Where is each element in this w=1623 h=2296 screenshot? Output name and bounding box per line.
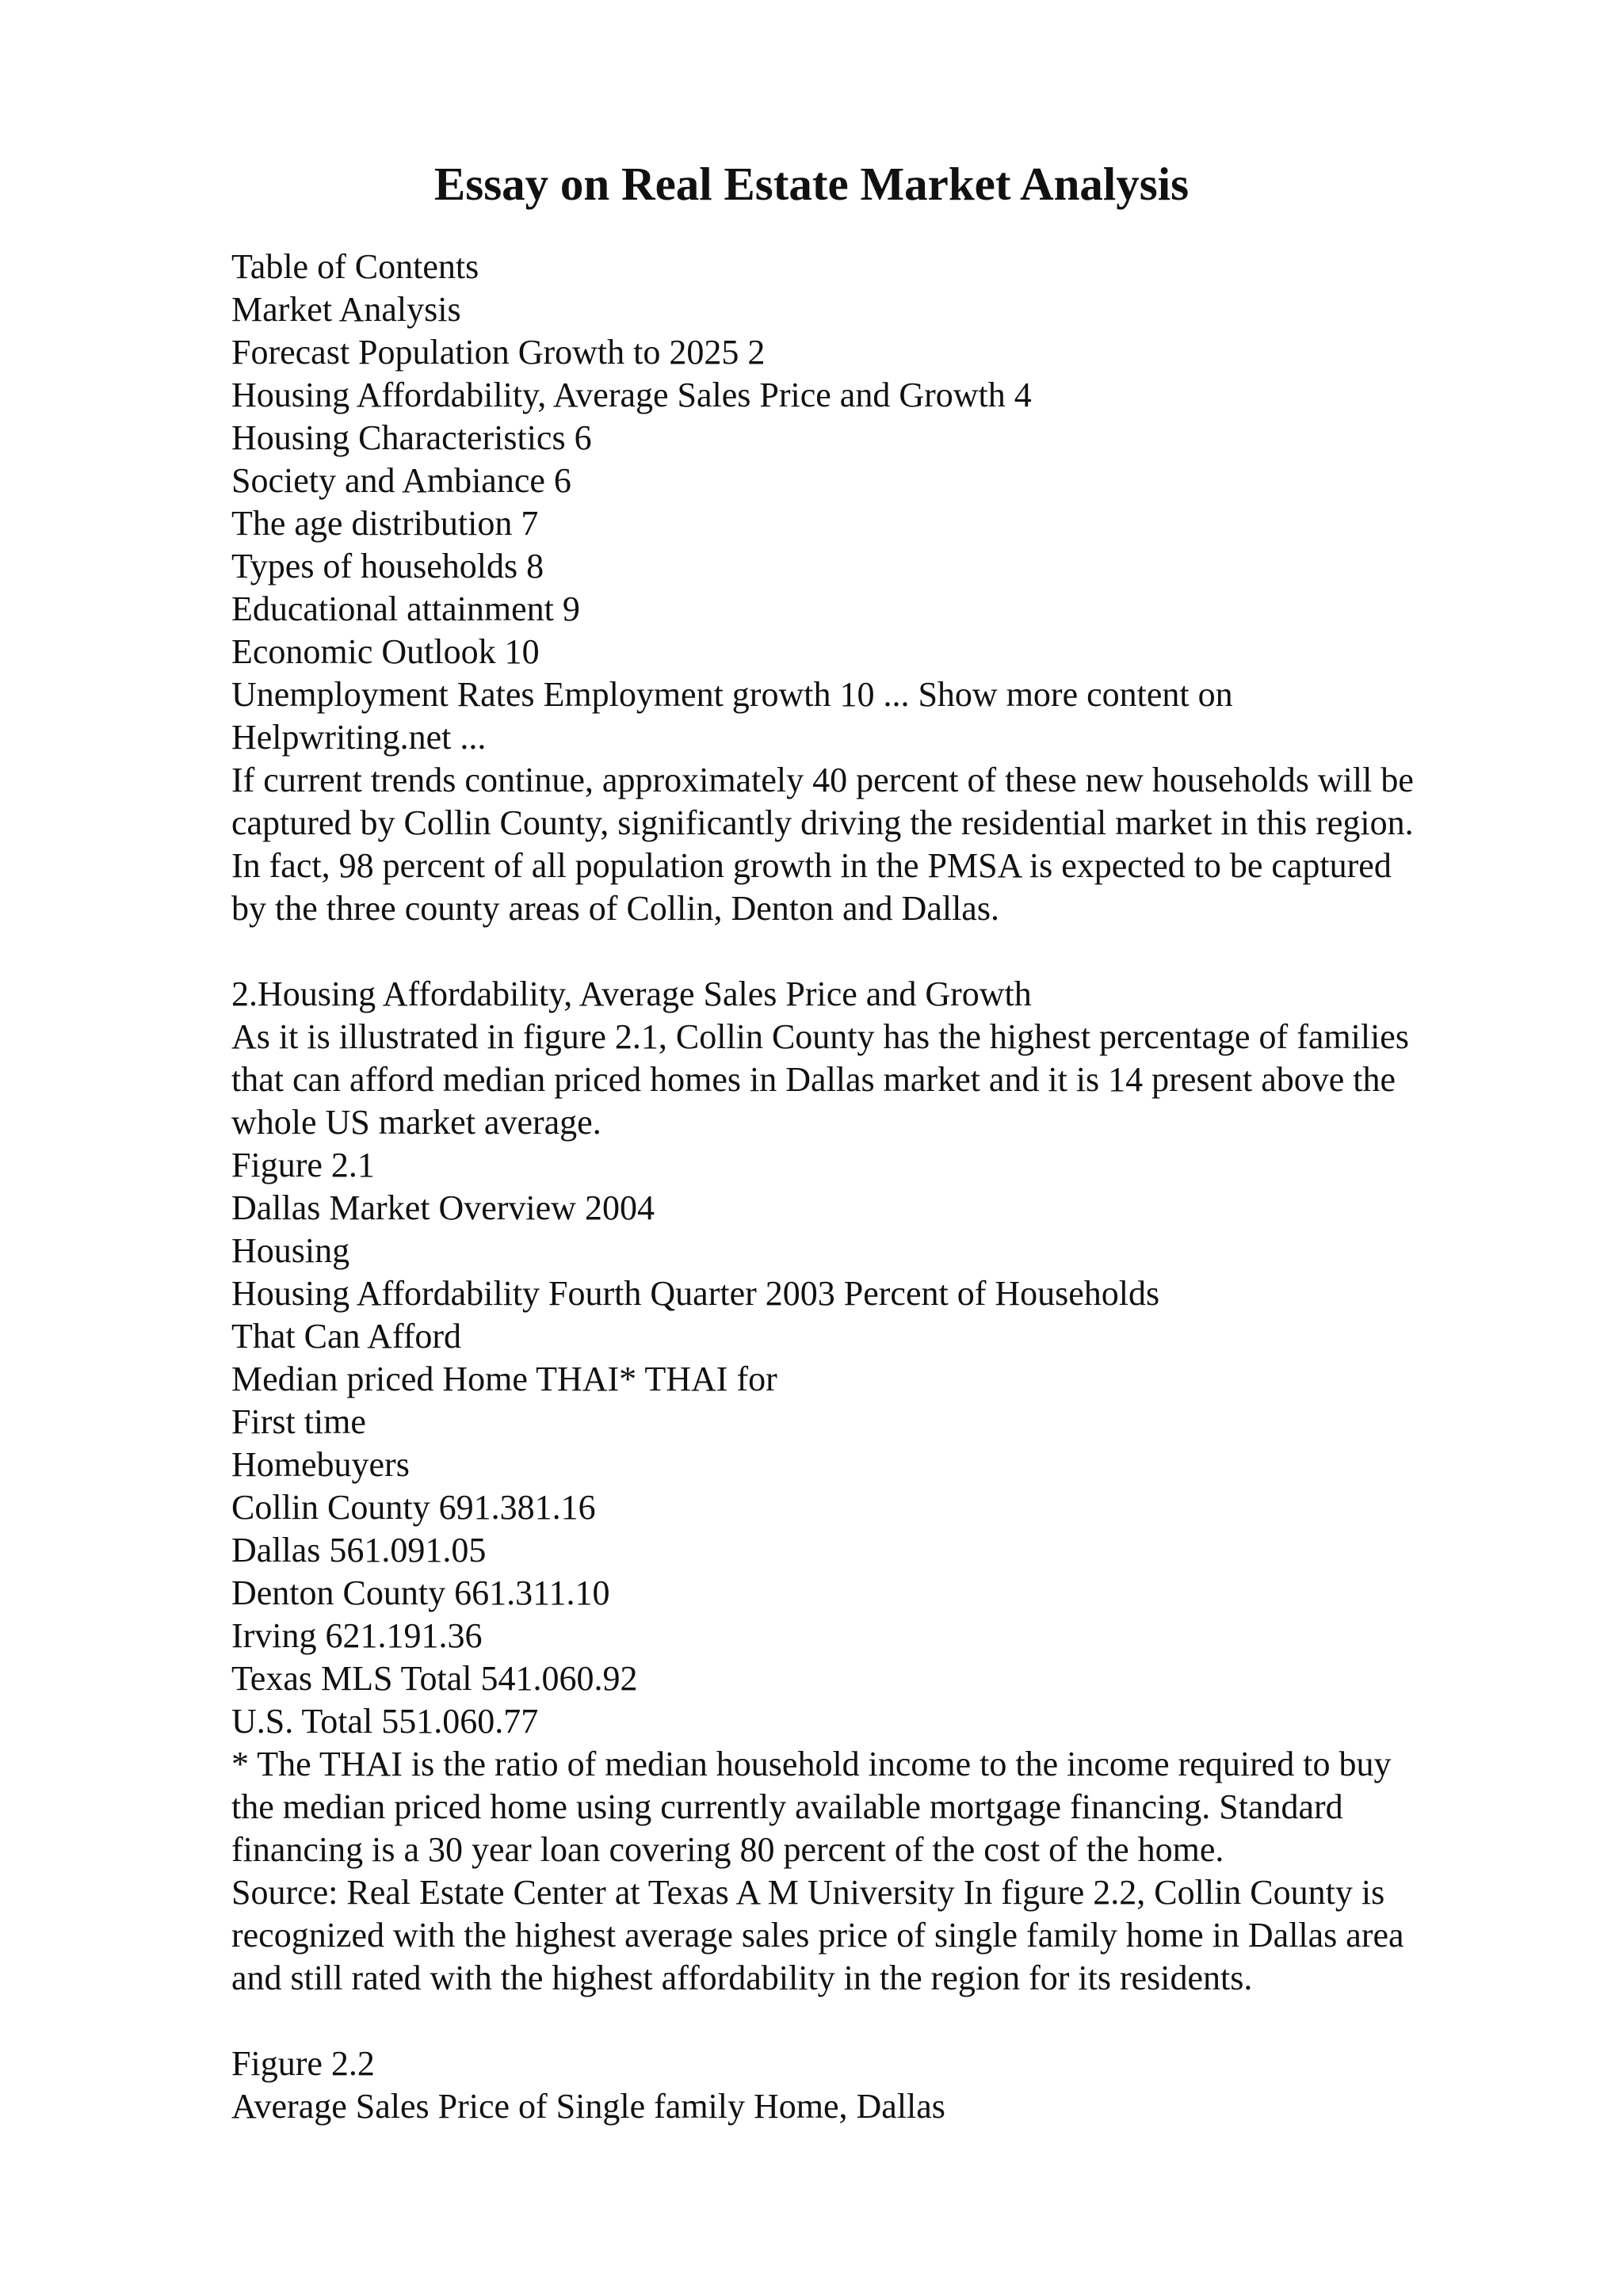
toc-item: Forecast Population Growth to 2025 2 (231, 333, 766, 372)
section-line: whole US market average. (231, 1103, 601, 1142)
table-row: Denton County 661.311.10 (231, 1573, 610, 1612)
table-row: Texas MLS Total 541.060.92 (231, 1659, 638, 1698)
footnote-line: * The THAI is the ratio of median household income to the income required to buy (231, 1745, 1392, 1783)
section-line: First time (231, 1402, 366, 1441)
toc-item: Economic Outlook 10 (231, 632, 540, 671)
figure-label: Figure 2.2 (231, 2044, 375, 2083)
section-line: Housing (231, 1231, 350, 1270)
paragraph-line: captured by Collin County, significantly driving the residential market in this region. (231, 803, 1414, 842)
paragraph-line: and still rated with the highest affordability in the region for its residents. (231, 1958, 1253, 1997)
toc-item: Educational attainment 9 (231, 589, 580, 628)
toc-item: Types of households 8 (231, 547, 544, 585)
paragraph-line: by the three county areas of Collin, Denton and Dallas. (231, 889, 999, 928)
source-line: Source: Real Estate Center at Texas A M University In figure 2.2, Collin County is (231, 1873, 1385, 1912)
table-row: U.S. Total 551.060.77 (231, 1702, 539, 1741)
table-row: Collin County 691.381.16 (231, 1488, 596, 1527)
toc-heading: Table of Contents (231, 247, 479, 286)
toc-item: Helpwriting.net ... (231, 718, 487, 757)
footnote-line: financing is a 30 year loan covering 80 percent of the cost of the home. (231, 1830, 1224, 1869)
paragraph-line: In fact, 98 percent of all population growth in the PMSA is expected to be captured (231, 846, 1392, 885)
figure-caption: Average Sales Price of Single family Home, Dallas (231, 2087, 945, 2126)
document-body (231, 246, 1579, 2128)
blank-line (231, 2000, 1579, 2042)
section-line: As it is illustrated in figure 2.1, Collin County has the highest percentage of families (231, 1017, 1409, 1056)
footnote-line: the median priced home using currently available mortgage financing. Standard (231, 1787, 1343, 1826)
paragraph-line: recognized with the highest average sales price of single family home in Dallas area (231, 1916, 1404, 1955)
toc-item: Housing Characteristics 6 (231, 418, 592, 457)
toc-item: Housing Affordability, Average Sales Price and Growth 4 (231, 376, 1032, 414)
toc-item: Society and Ambiance 6 (231, 461, 571, 500)
blank-line (231, 930, 1579, 973)
section-line: Median priced Home THAI* THAI for (231, 1360, 777, 1398)
section-line: that can afford median priced homes in Dallas market and it is 14 present above the (231, 1060, 1396, 1099)
section-line: That Can Afford (231, 1317, 462, 1356)
section-line: Housing Affordability Fourth Quarter 2003 Percent of Households (231, 1274, 1160, 1313)
section-heading: 2.Housing Affordability, Average Sales Price and Growth (231, 974, 1032, 1013)
document-title: Essay on Real Estate Market Analysis (433, 158, 1190, 210)
toc-item: Market Analysis (231, 290, 461, 329)
table-row: Irving 621.191.36 (231, 1616, 483, 1655)
section-line: Dallas Market Overview 2004 (231, 1188, 655, 1227)
section-line: Homebuyers (231, 1445, 410, 1484)
table-row: Dallas 561.091.05 (231, 1531, 487, 1569)
paragraph-line: If current trends continue, approximately 40 percent of these new households will be (231, 761, 1414, 799)
toc-item: The age distribution 7 (231, 504, 539, 543)
toc-item: Unemployment Rates Employment growth 10 ... Show more content on (231, 675, 1233, 714)
figure-label: Figure 2.1 (231, 1146, 375, 1184)
